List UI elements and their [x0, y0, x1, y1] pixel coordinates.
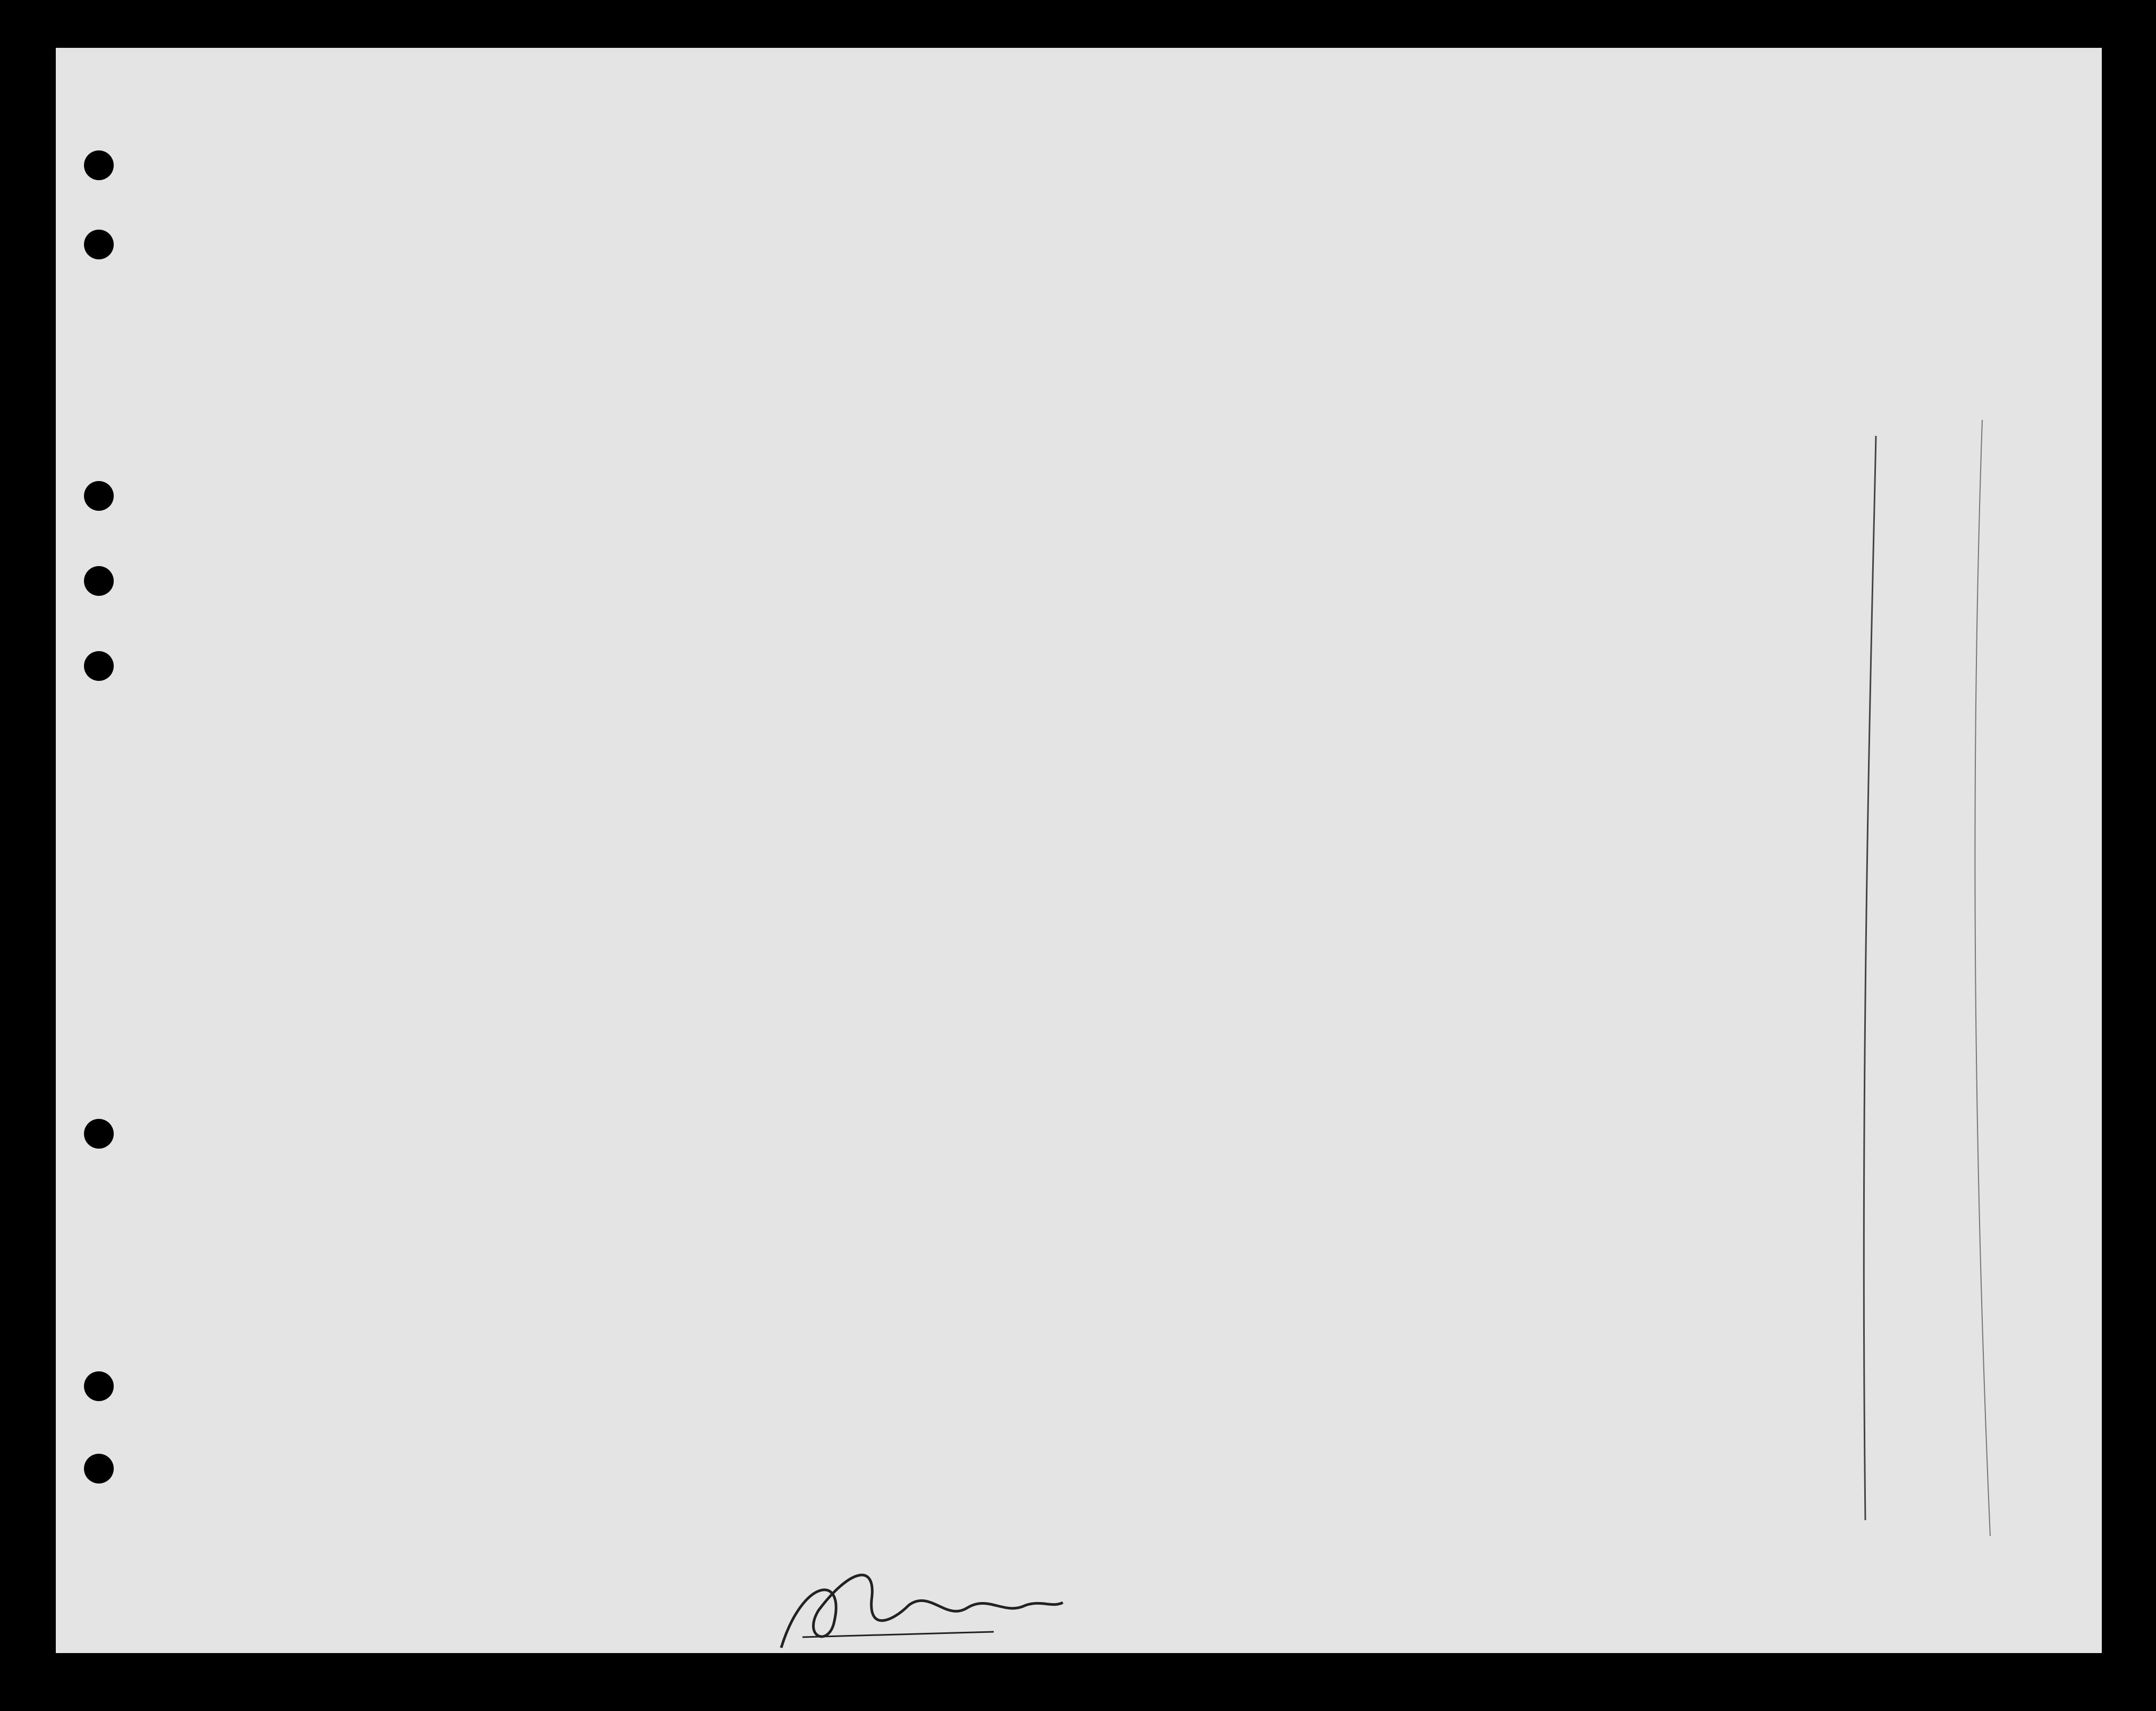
- punch-hole: [84, 481, 114, 511]
- punch-hole: [84, 1119, 114, 1149]
- inspector-signature: [771, 1557, 1068, 1664]
- punch-hole: [84, 150, 114, 180]
- punch-hole: [84, 230, 114, 259]
- punch-hole: [84, 1371, 114, 1401]
- punch-hole: [84, 651, 114, 681]
- inspector-pencil-lines: [1839, 415, 2009, 1541]
- punch-hole: [84, 566, 114, 596]
- crew-table: [112, 263, 2102, 1592]
- punch-hole: [84, 1454, 114, 1484]
